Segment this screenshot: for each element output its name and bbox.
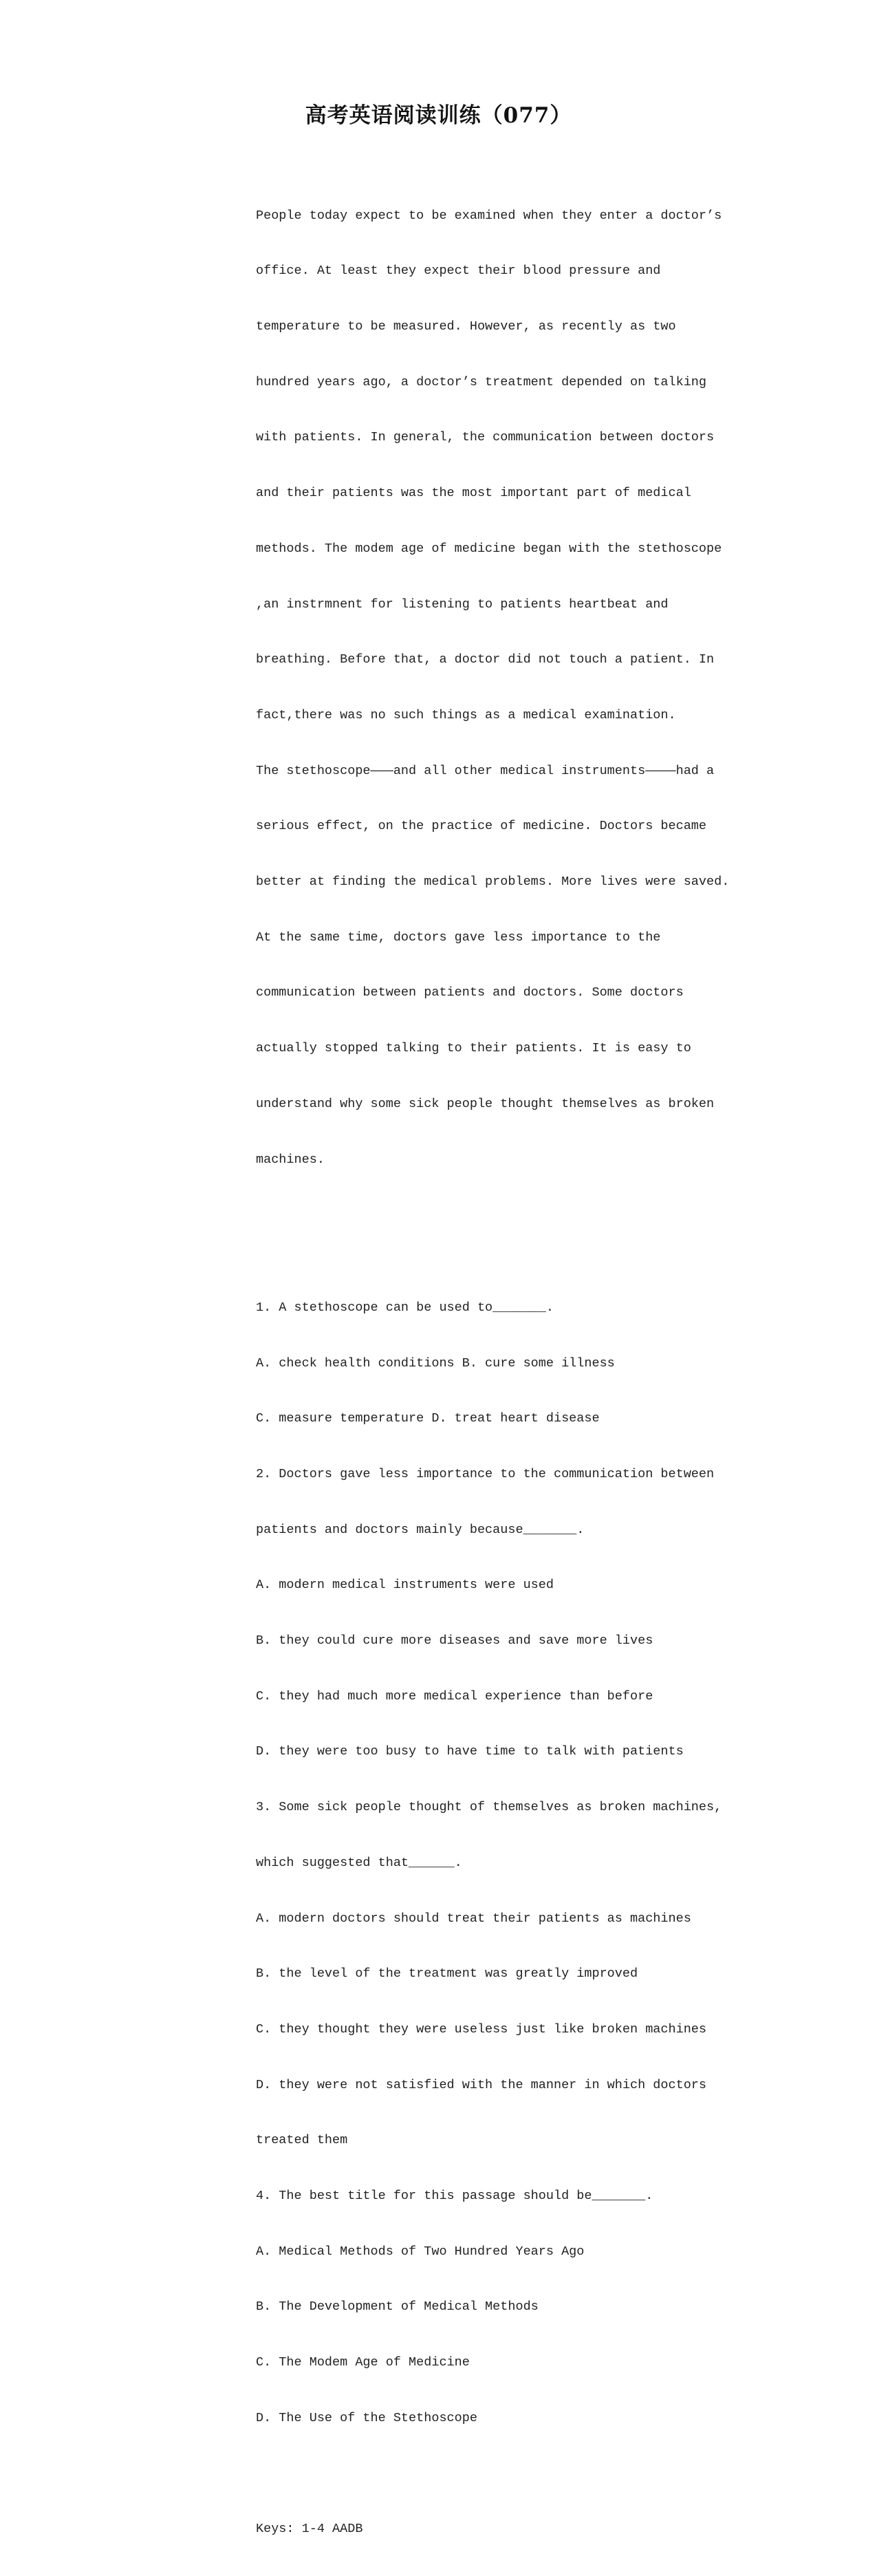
answer-option: A. modern doctors should treat their patients as machines	[256, 1911, 691, 1926]
passage-line: ,an instrmnent for listening to patients heartbeat and	[256, 597, 669, 612]
reading-passage	[256, 170, 730, 1206]
passage-line: The stethoscope———and all other medical instruments————had a	[256, 763, 715, 778]
answer-options: A. check health conditions B. cure some illness	[256, 1355, 615, 1371]
page-title: 高考英语阅读训练（077）	[305, 103, 572, 128]
answer-option: A. Medical Methods of Two Hundred Years Ago	[256, 2244, 585, 2259]
answer-option: D. The Use of the Stethoscope	[256, 2410, 477, 2425]
passage-line: office. At least they expect their blood pressure and	[256, 264, 661, 279]
passage-line: temperature to be measured. However, as recently as two	[256, 319, 676, 334]
passage-line: serious effect, on the practice of medicine. Doctors became	[256, 819, 707, 834]
question-stem: 4. The best title for this passage should be_______.	[256, 2189, 653, 2204]
answer-option: A. modern medical instruments were used	[256, 1578, 554, 1593]
answer-option: B. they could cure more diseases and save more lives	[256, 1633, 653, 1649]
passage-line: machines.	[256, 1152, 325, 1167]
answer-option: C. they thought they were useless just like broken machines	[256, 2021, 707, 2037]
passage-line: with patients. In general, the communication between doctors	[256, 430, 715, 445]
passage-line: People today expect to be examined when they enter a doctor’s	[256, 208, 722, 223]
passage-line: actually stopped talking to their patients. It is easy to	[256, 1041, 691, 1056]
answer-option: B. the level of the treatment was greatly improved	[256, 1966, 638, 1982]
passage-line: hundred years ago, a doctor’s treatment depended on talking	[256, 374, 707, 389]
passage-line: better at finding the medical problems. More lives were saved.	[256, 874, 730, 890]
answer-option: B. The Development of Medical Methods	[256, 2299, 539, 2315]
answer-keys: Keys: 1-4 AADB	[256, 2522, 363, 2537]
passage-line: methods. The modem age of medicine began with the stethoscope	[256, 541, 722, 556]
passage-line: and their patients was the most important part of medical	[256, 486, 691, 501]
passage-line: communication between patients and doctors. Some doctors	[256, 985, 684, 1000]
answer-option: D. they were not satisfied with the manner in which doctors	[256, 2077, 707, 2092]
answer-option: D. they were too busy to have time to talk with patients	[256, 1744, 684, 1759]
answer-option: C. The Modem Age of Medicine	[256, 2355, 470, 2370]
passage-line: understand why some sick people thought themselves as broken	[256, 1096, 715, 1111]
question-stem: 3. Some sick people thought of themselves as broken machines,	[256, 1800, 722, 1815]
passage-line: At the same time, doctors gave less importance to the	[256, 930, 661, 945]
answer-option: treated them	[256, 2133, 348, 2148]
document-body	[256, 133, 730, 2576]
question-stem: 2. Doctors gave less importance to the communication between	[256, 1466, 715, 1481]
passage-line: fact,there was no such things as a medical examination.	[256, 707, 676, 722]
question-stem: 1. A stethoscope can be used to_______.	[256, 1300, 554, 1315]
answer-options: C. measure temperature D. treat heart disease	[256, 1411, 600, 1426]
question-stem: which suggested that______.	[256, 1855, 462, 1870]
passage-line: breathing. Before that, a doctor did not touch a patient. In	[256, 652, 715, 667]
answer-option: C. they had much more medical experience than before	[256, 1688, 653, 1704]
question-list	[256, 1262, 722, 2465]
question-stem: patients and doctors mainly because_______.	[256, 1522, 585, 1537]
